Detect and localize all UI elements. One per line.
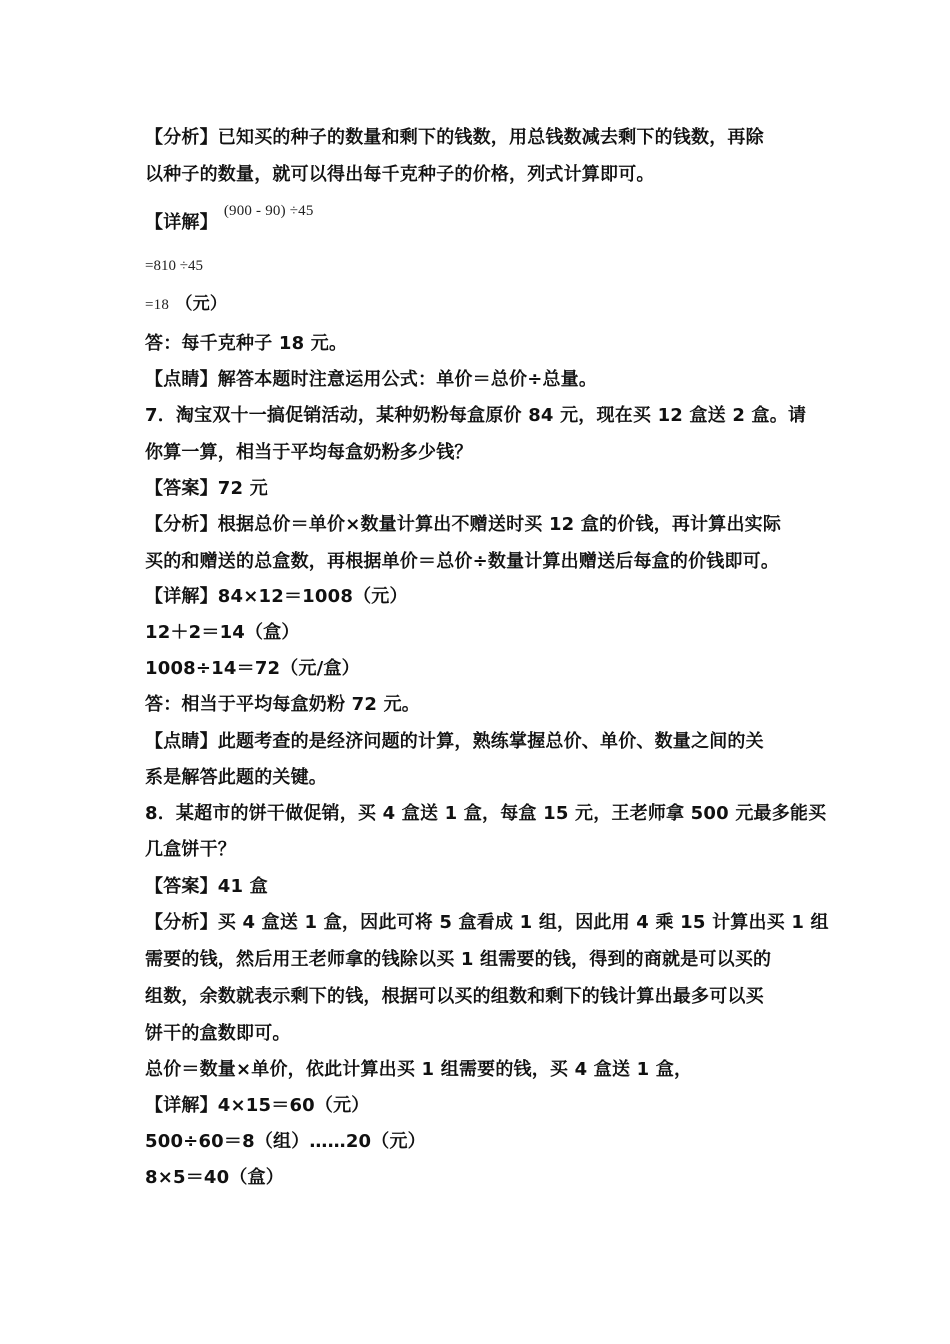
q6-analysis-line-2: 以种子的数量，就可以得出每千克种子的价格，列式计算即可。	[145, 164, 655, 185]
q8-analysis-line-2: 需要的钱，然后用王老师拿的钱除以买 1 组需要的钱，得到的商就是可以买的	[145, 949, 772, 970]
q6-step-2-unit: （元）	[175, 294, 228, 314]
q7-question-line-2: 你算一算，相当于平均每盒奶粉多少钱？	[145, 442, 473, 463]
q6-note: 【点睛】解答本题时注意运用公式：单价＝总价÷总量。	[145, 369, 598, 390]
q6-detail-line	[145, 203, 314, 236]
q7-detail-1: 【详解】84×12＝1008（元）	[145, 586, 408, 607]
q8-analysis-line-5: 总价＝数量×单价，依此计算出买 1 组需要的钱，买 4 盒送 1 盒，	[145, 1059, 693, 1080]
q7-note-line-2: 系是解答此题的关键。	[145, 767, 327, 788]
q7-answer: 答：相当于平均每盒奶粉 72 元。	[145, 694, 420, 715]
q7-answer-key: 【答案】72 元	[145, 478, 268, 499]
q8-analysis-line-3: 组数，余数就表示剩下的钱，根据可以买的组数和剩下的钱计算出最多可以买	[145, 986, 764, 1007]
q6-detail-expression: (900 - 90) ÷45	[223, 203, 314, 219]
q8-detail-1: 【详解】4×15＝60（元）	[145, 1095, 370, 1116]
q7-analysis-line-2: 买的和赠送的总盒数，再根据单价＝总价÷数量计算出赠送后每盒的价钱即可。	[145, 551, 780, 572]
q6-analysis-line-1: 【分析】已知买的种子的数量和剩下的钱数，用总钱数减去剩下的钱数，再除	[145, 127, 764, 148]
q6-step-1: =810 ÷45	[145, 258, 203, 274]
q7-detail-2: 12＋2＝14（盒）	[145, 622, 300, 643]
q8-detail-2: 500÷60＝8（组）……20（元）	[145, 1131, 426, 1152]
q8-answer-key: 【答案】41 盒	[145, 876, 268, 897]
q8-analysis-line-4: 饼干的盒数即可。	[145, 1023, 291, 1044]
q8-question-line-2: 几盒饼干？	[145, 839, 236, 860]
q7-question-line-1: 7．淘宝双十一搞促销活动，某种奶粉每盒原价 84 元，现在买 12 盒送 2 盒。请	[145, 405, 807, 426]
q8-analysis-line-1: 【分析】买 4 盒送 1 盒，因此可将 5 盒看成 1 组，因此用 4 乘 15 计算出买 1 组	[145, 912, 829, 933]
q6-detail-label: 【详解】	[145, 212, 218, 233]
q8-detail-3: 8×5＝40（盒）	[145, 1167, 284, 1188]
q6-step-2	[145, 292, 227, 317]
q7-note-line-1: 【点睛】此题考查的是经济问题的计算，熟练掌握总价、单价、数量之间的关	[145, 731, 764, 752]
q7-detail-3: 1008÷14＝72（元/盒）	[145, 658, 360, 679]
q6-step-2-value: =18	[145, 297, 170, 313]
q8-question-line-1: 8．某超市的饼干做促销，买 4 盒送 1 盒，每盒 15 元，王老师拿 500 元最多能买	[145, 803, 827, 824]
q7-analysis-line-1: 【分析】根据总价＝单价×数量计算出不赠送时买 12 盒的价钱，再计算出实际	[145, 514, 782, 535]
q6-answer: 答：每千克种子 18 元。	[145, 333, 348, 354]
